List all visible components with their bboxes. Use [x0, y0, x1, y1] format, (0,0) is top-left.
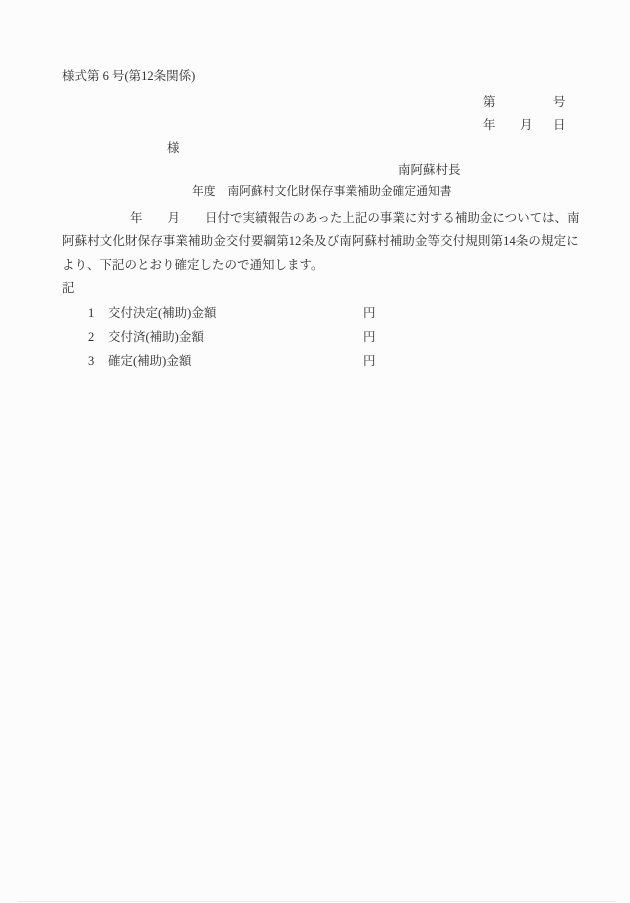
list-item-granted-amount: [88, 306, 388, 322]
item-label: 確定(補助)金額: [108, 354, 192, 368]
date-year-label: 年: [483, 118, 496, 132]
item-number: 2: [88, 330, 95, 344]
document-title: 年度 南阿蘇村文化財保存事業補助金確定通知書: [192, 184, 452, 198]
list-item-determined-amount: [88, 354, 388, 370]
item-label: 交付済(補助)金額: [108, 330, 204, 344]
issue-number-prefix-label: 第: [483, 95, 496, 109]
form-number: 様式第 6 号(第12条関係): [62, 69, 196, 83]
body-paragraph-line-2: 阿蘇村文化財保存事業補助金交付要綱第12条及び南阿蘇村補助金等交付規則第14条の規定に: [62, 234, 579, 248]
recipient-honorific: 様: [167, 141, 180, 155]
item-number: 1: [88, 306, 95, 320]
item-label: 交付決定(補助)金額: [108, 306, 217, 320]
page-bottom-edge: [18, 901, 616, 902]
item-number: 3: [88, 354, 95, 368]
item-unit: 円: [363, 330, 376, 344]
issue-number-suffix-label: 号: [553, 95, 566, 109]
item-unit: 円: [363, 306, 376, 320]
item-unit: 円: [363, 354, 376, 368]
list-item-paid-amount: [88, 330, 388, 346]
body-paragraph-line-3: より、下記のとおり確定したので通知します。: [62, 258, 324, 272]
date-month-label: 月: [520, 118, 533, 132]
date-day-label: 日: [553, 118, 566, 132]
record-heading: 記: [62, 281, 75, 295]
body-paragraph-line-1: 年 月 日付で実績報告のあった上記の事業に対する補助金については、南: [130, 211, 580, 225]
sender-name: 南阿蘇村長: [398, 163, 461, 177]
